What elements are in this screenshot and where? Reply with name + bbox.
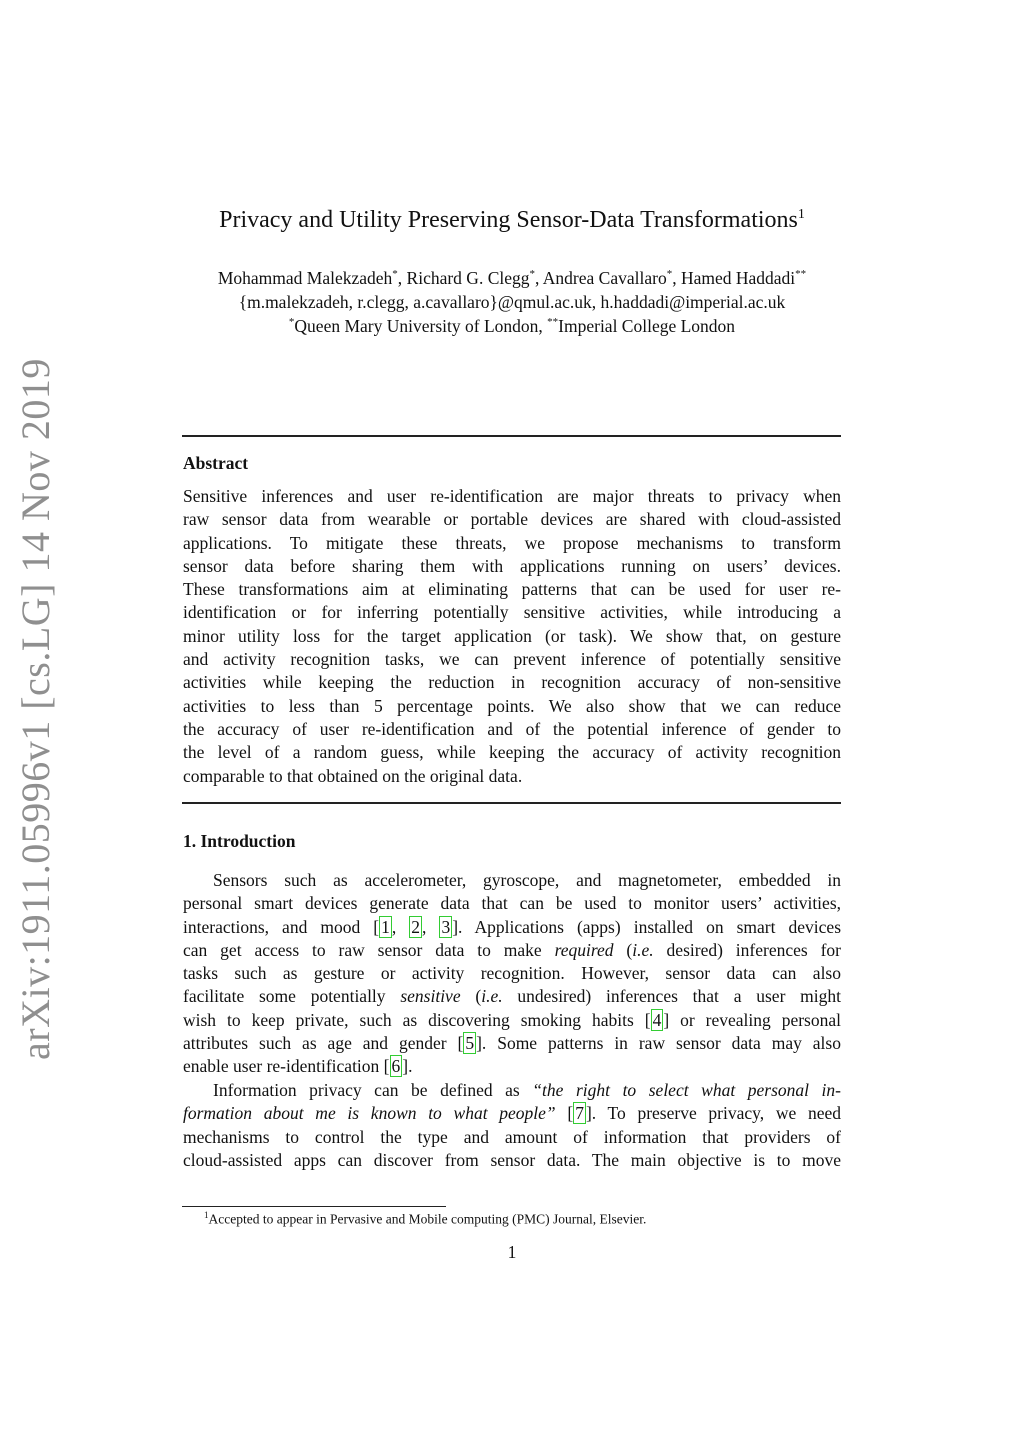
abstract-bottom-rule bbox=[182, 802, 841, 804]
intro-paragraph-2: Information privacy can be defined as “the right to select what personal in- formation about me is known to what people” [ 7 ]. To preserve privacy, we need mechanisms to control the type and amount of information that providers of cloud-assisted apps can discover from sensor data. The main objective is to move bbox=[183, 1080, 841, 1170]
citation-link[interactable]: 3 bbox=[441, 916, 451, 937]
citation-link[interactable]: 4 bbox=[652, 1009, 662, 1030]
citation-link[interactable]: 5 bbox=[465, 1033, 475, 1054]
arxiv-identifier: arXiv:1911.05996v1 [cs.LG] 14 Nov 2019 bbox=[13, 358, 58, 1060]
author-list: Mohammad Malekzadeh*, Richard G. Clegg*, Andrea Cavallaro*, Hamed Haddadi** bbox=[217, 268, 807, 288]
abstract-body: Sensitive inferences and user re-identification are major threats to privacy when raw sensor data from wearable or portable devices are shared with cloud-assisted applications. To mitigate these threats, we propose mechanisms to transform sensor data before sharing them with applications running on users’ devices. These transformations aim at eliminating patterns that can be used for user re- identification or for inferring potentially sensitive activities, while introducing a minor utility loss for the target application (or task). We show that, on gesture and activity recognition tasks, we can prevent inference of potentially sensitive activities while keeping the reduction in recognition accuracy of non-sensitive activities to less than 5 percentage points. We also show that we can reduce the accuracy of user re-identification and of the potential inference of gender to the level of a random guess, while keeping the accuracy of activity recognition comparable to that obtained on the original data. bbox=[183, 486, 841, 786]
footnote-rule bbox=[182, 1206, 446, 1207]
abstract-heading: Abstract bbox=[183, 453, 249, 473]
affiliations: *Queen Mary University of London, **Imperial College London bbox=[288, 316, 736, 336]
citation-link[interactable]: 6 bbox=[391, 1056, 401, 1077]
citation-link[interactable]: 2 bbox=[411, 916, 421, 937]
author-emails: {m.malekzadeh, r.clegg, a.cavallaro}@qmul.ac.uk, h.haddadi@imperial.ac.uk bbox=[238, 292, 786, 312]
section-heading-introduction: 1. Introduction bbox=[183, 831, 296, 851]
citation-link[interactable]: 7 bbox=[575, 1103, 584, 1124]
abstract-top-rule bbox=[182, 435, 841, 437]
intro-paragraph-1: Sensors such as accelerometer, gyroscope, and magnetometer, embedded in personal smart devices generate data that can be used to monitor users’ activities, interactions, and mood [ 1 , 2 , 3 ]. Applications (apps) installed on smart devices can get access to raw sensor data to make required (i.e. desired) inferences for tasks such as gesture or activity recognition. However, sensor data can also facilitate some potentially sensitive (i.e. undesired) inferences that a user might wish to keep private, such as discovering smoking habits [ 4 ] or revealing personal attributes such as age and gender [ 5 ]. Some patterns in raw sensor data may also enable user re-identification [ 6 ]. bbox=[183, 870, 842, 1077]
title-footnote-mark: 1 bbox=[797, 207, 805, 222]
footnote: $^1$Accepted to appear in Pervasive and Mobile computing (PMC) Journal, Elsevier. bbox=[204, 1210, 647, 1227]
page-number: 1 bbox=[507, 1242, 517, 1262]
paper-title: Privacy and Utility Preserving Sensor-Data Transformations$^1$ bbox=[219, 207, 805, 233]
citation-link[interactable]: 1 bbox=[381, 916, 390, 937]
